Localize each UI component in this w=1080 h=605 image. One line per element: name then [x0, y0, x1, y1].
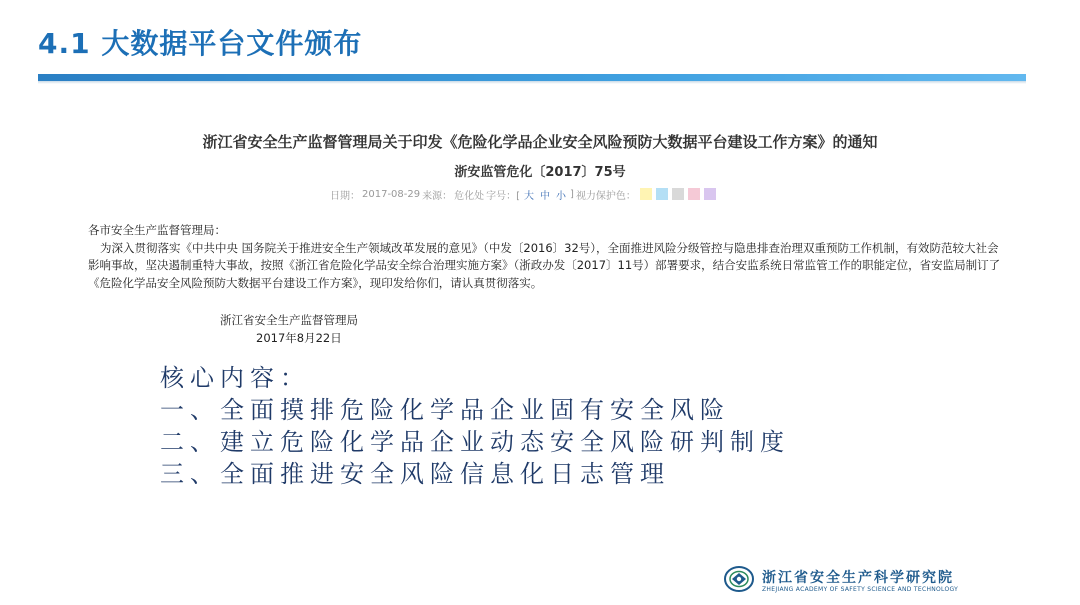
eye-color-swatch-purple[interactable]: [704, 188, 716, 200]
core-heading: 核心内容：: [160, 364, 310, 392]
document-title: 浙江省安全生产监督管理局关于印发《危险化学品企业安全风险预防大数据平台建设工作方案》的通知: [202, 133, 878, 151]
eye-color-swatch-gray[interactable]: [672, 188, 684, 200]
title-divider-shadow: [38, 81, 1026, 84]
fontsize-close: ]: [570, 188, 574, 200]
fontsize-label: 字号：[: [486, 190, 521, 202]
date-label: 日期：: [330, 190, 360, 202]
signature-date: 2017年8月22日: [256, 331, 342, 345]
academy-emblem-icon: [724, 566, 754, 592]
document-body: [88, 222, 1008, 292]
document-meta: [330, 186, 716, 202]
salutation: 各市安全生产监督管理局：: [88, 223, 226, 237]
signature-block: [220, 311, 358, 347]
signature-organization: 浙江省安全生产监督管理局: [220, 313, 358, 327]
font-size-medium-link[interactable]: 中: [540, 190, 551, 202]
academy-name-en: ZHEJIANG ACADEMY OF SAFETY SCIENCE AND TECHNOLOGY: [762, 586, 959, 593]
core-item-2: 二、建立危险化学品企业动态安全风险研判制度: [160, 428, 790, 456]
font-size-small-link[interactable]: 小: [556, 190, 567, 202]
document-number: 浙安监管危化〔2017〕75号: [454, 165, 626, 180]
date-value: 2017-08-29: [362, 188, 421, 200]
academy-logo: [724, 566, 1024, 596]
body-paragraph: 为深入贯彻落实《中共中央 国务院关于推进安全生产领域改革发展的意见》（中发〔2016〕32号），全面推进风险分级管控与隐患排查治理双重预防工作机制，有效防范较大社会影响事故，坚决遏制重特大事故，按照《浙江省危险化学品安全综合治理实施方案》（浙政办发〔2017〕11号）部署要求，结合安监系统日常监管工作的职能定位，省安监局制订了《危险化学品安全风险预防大数据平台建设工作方案》，现印发给你们，请认真贯彻落实。: [88, 240, 1001, 290]
core-content: [160, 362, 790, 490]
core-item-1: 一、全面摸排危险化学品企业固有安全风险: [160, 396, 730, 424]
source-value: 危化处: [454, 190, 485, 202]
eye-color-swatch-blue[interactable]: [656, 188, 668, 200]
source-label: 来源：: [422, 190, 453, 202]
eye-color-swatch-pink[interactable]: [688, 188, 700, 200]
eye-color-swatch-yellow[interactable]: [640, 188, 652, 200]
eye-protection-label: 视力保护色：: [575, 190, 636, 202]
academy-name-cn: 浙江省安全生产科学研究院: [762, 570, 954, 586]
font-size-large-link[interactable]: 大: [524, 190, 535, 202]
core-item-3: 三、全面推进安全风险信息化日志管理: [160, 460, 670, 488]
slide-title: 4.1 大数据平台文件颁布: [38, 27, 363, 60]
title-divider: [38, 74, 1026, 81]
